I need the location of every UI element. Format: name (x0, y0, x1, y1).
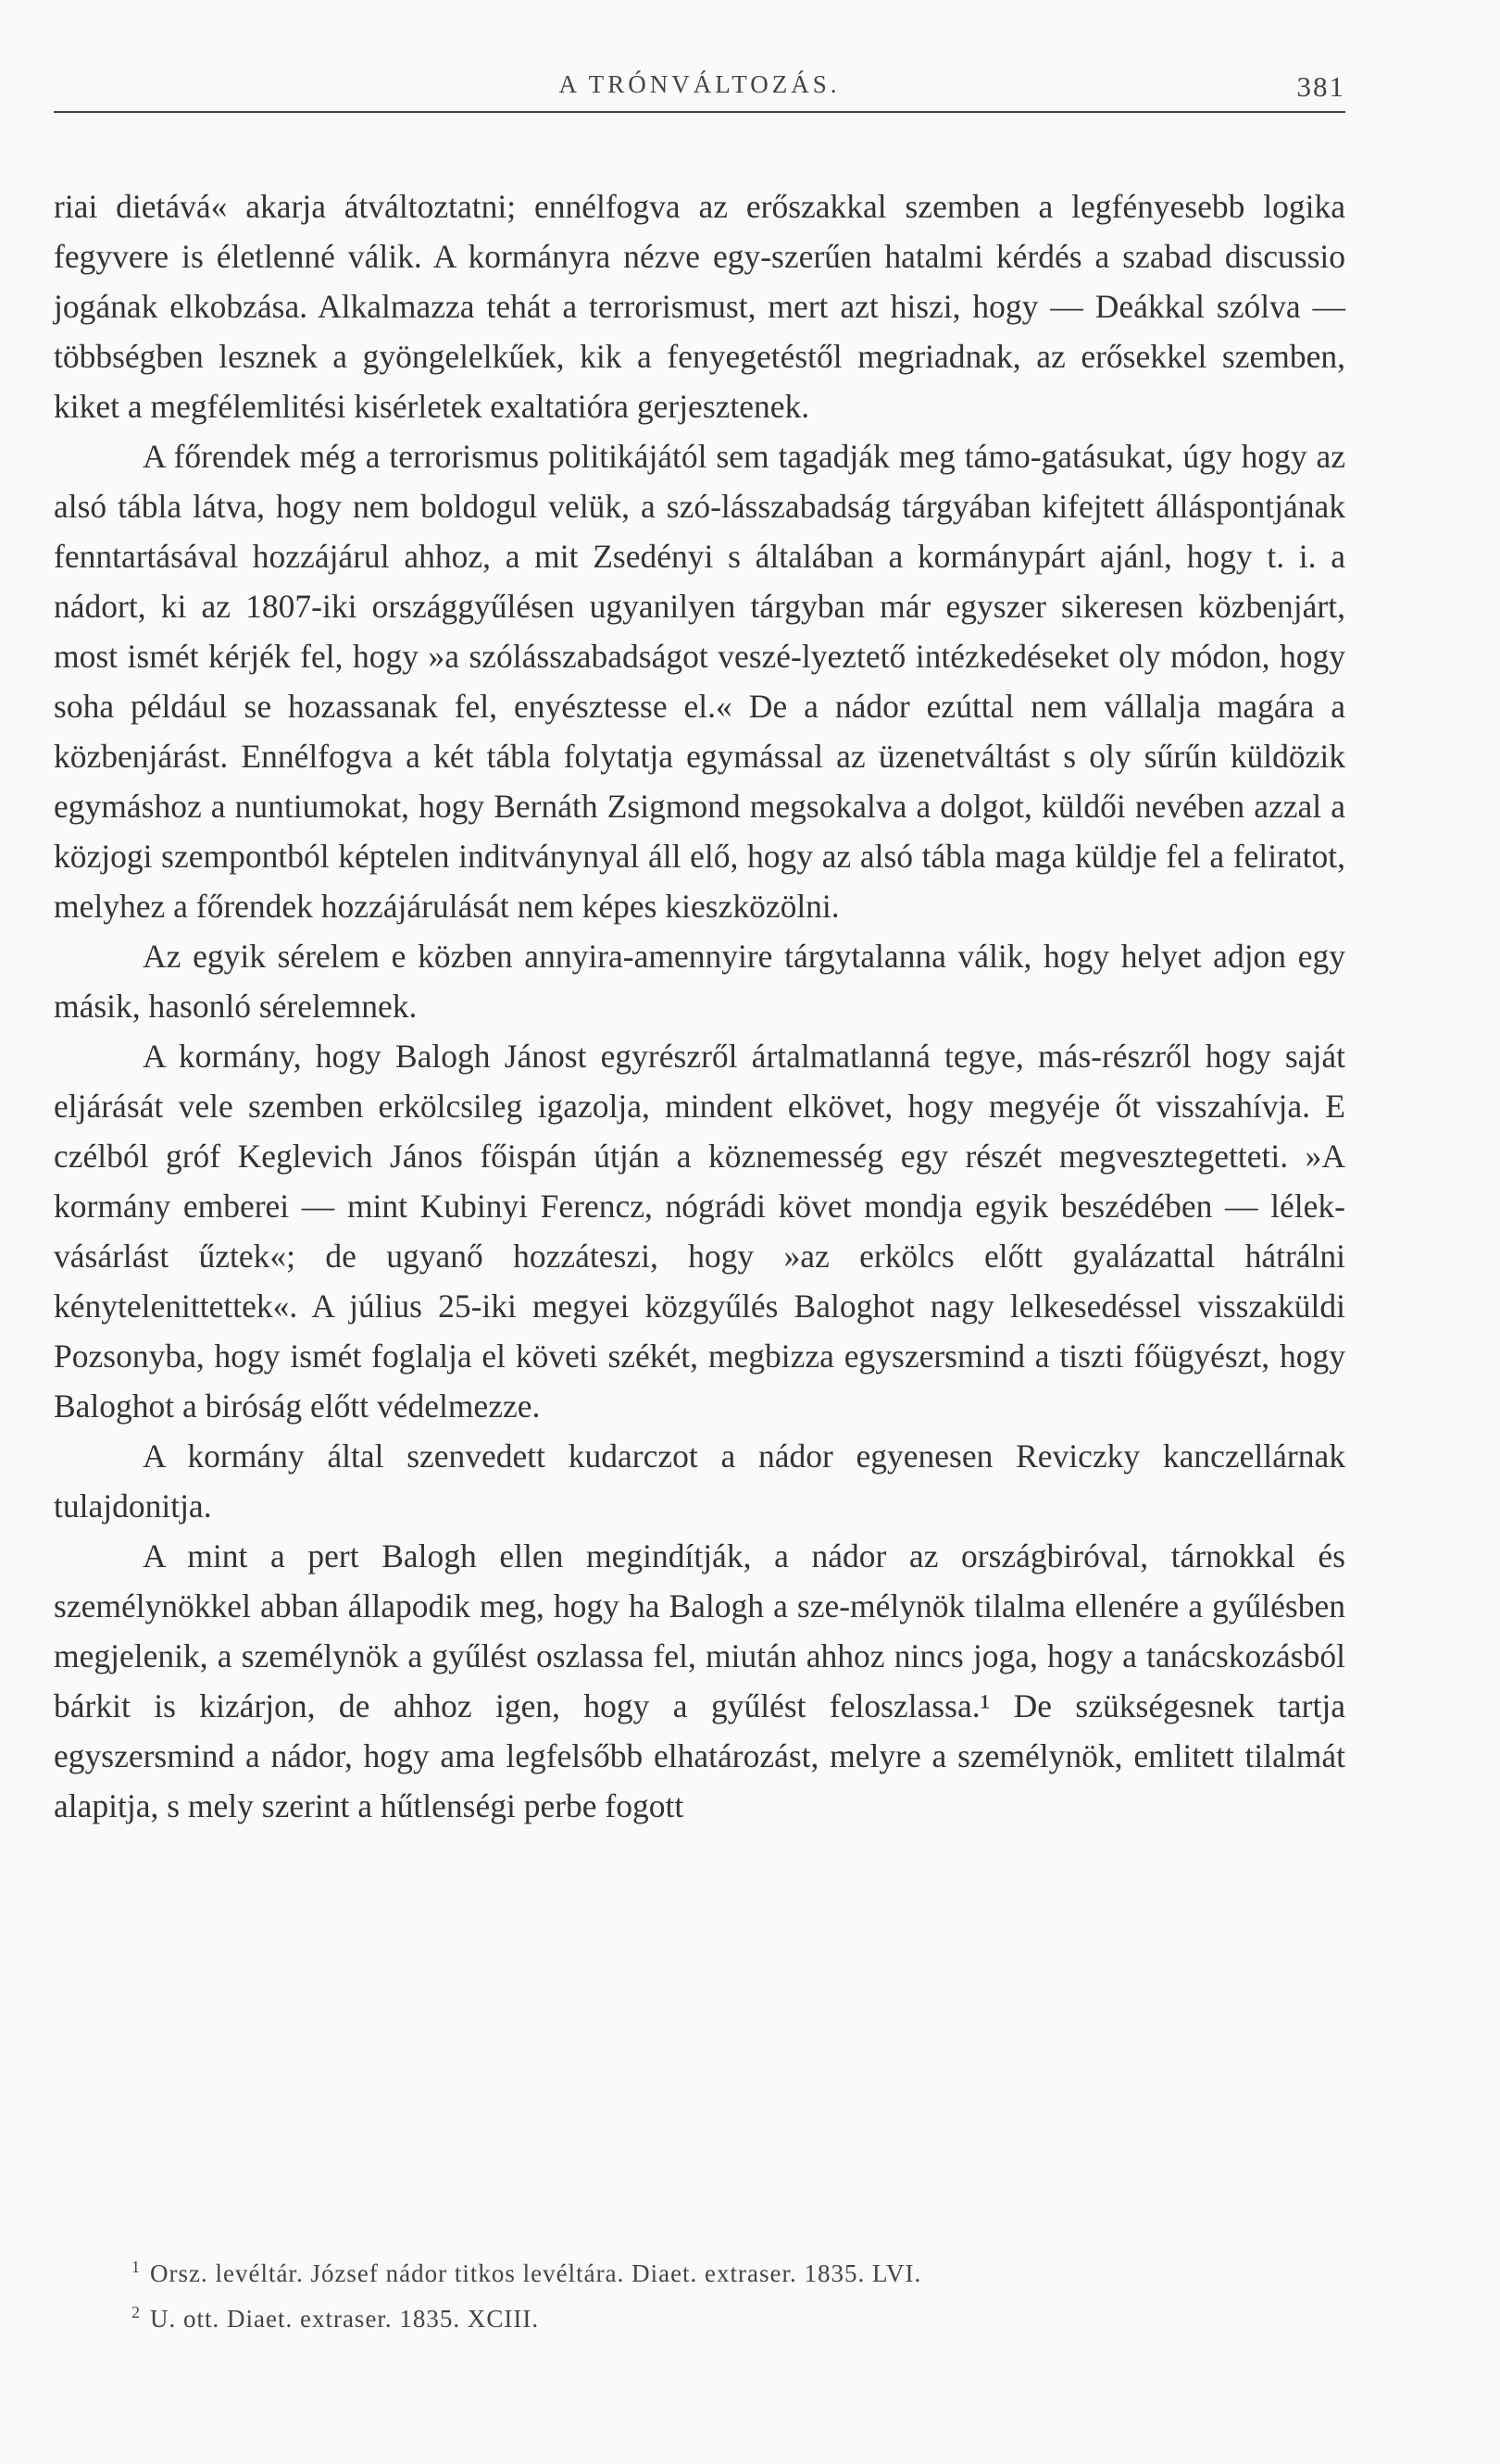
paragraph: A kormány, hogy Balogh Jánost egyrészről ártalmatlanná tegye, más-részről hogy saját eljárását vele szemben erkölcsileg igazolja, mindent elkövet, hogy megyéje őt visszahívja. E czélból gróf Keglevich János főispán útján a köznemesség egy részét megvesztegetteti. »A kormány emberei — mint Kubinyi Ferencz, nógrádi követ mondja egyik beszédében — lélek-vásárlást űztek«; de ugyanő hozzáteszi, hogy »az erkölcs előtt gyalázattal hátrálni kénytelenittettek«. A július 25-iki megyei közgyűlés Baloghot nagy lelkesedéssel visszaküldi Pozsonyba, hogy ismét foglalja el követi székét, megbizza egyszersmind a tiszti főügyészt, hogy Baloghot a biróság előtt védelmezze. (54, 1038, 1345, 1425)
page-header (54, 54, 1345, 113)
paragraph: A mint a pert Balogh ellen megindítják, a nádor az országbiróval, tárnokkal és személynökkel abban állapodik meg, hogy ha Balogh a sze-mélynök tilalma ellenére a gyűlésben megjelenik, a személynök a gyűlést oszlassa fel, miután ahhoz nincs joga, hogy a tanácskozásból bárkit is kizárjon, de ahhoz igen, hogy a gyűlést feloszlassa.¹ De szükségesnek tartja egyszersmind a nádor, hogy ama legfelsőbb elhatározást, melyre a személynök, emlitett tilalmát alapitja, s mely szerint a hűtlenségi perbe fogott (54, 1537, 1345, 1824)
footnote-mark: 2 (131, 2303, 141, 2321)
paragraph: Az egyik sérelem e közben annyira-amennyire tárgytalanna válik, hogy helyet adjon egy másik, hasonló sérelemnek. (54, 938, 1345, 1025)
running-title: A TRÓNVÁLTOZÁS. (558, 70, 841, 98)
footnote-text: Orsz. levéltár. József nádor titkos levéltára. Diaet. extraser. 1835. LVI. (150, 2259, 922, 2287)
footnotes (131, 2247, 1335, 2338)
footnote (131, 2293, 1335, 2338)
paragraph: A kormány által szenvedett kudarczot a nádor egyenesen Reviczky kanczellárnak tulajdonitja. (54, 1437, 1345, 1524)
body-text (54, 181, 1345, 1831)
paragraph: riai dietává« akarja átváltoztatni; ennélfogva az erőszakkal szemben a legfényesebb logika fegyvere is életlenné válik. A kormányra nézve egy-szerűen hatalmi kérdés a szabad discussio jogának elkobzása. Alkalmazza tehát a terrorismust, mert azt hiszi, hogy — Deákkal szólva — többségben lesznek a gyöngelelkűek, kik a fenyegetéstől megriadnak, az erősekkel szemben, kiket a megfélemlitési kisérletek exaltatióra gerjesztenek. (54, 188, 1345, 425)
page-number: 381 (1296, 70, 1345, 103)
footnote-mark: 1 (131, 2258, 141, 2276)
paragraph: A főrendek még a terrorismus politikájától sem tagadják meg támo-gatásukat, úgy hogy az alsó tábla látva, hogy nem boldogul velük, a szó-lásszabadság tárgyában kifejtett álláspontjának fenntartásával hozzájárul ahhoz, a mit Zsedényi s általában a kormánypárt ajánl, hogy t. i. a nádort, ki az 1807-iki országgyűlésen ugyanilyen tárgyban már egyszer sikeresen közbenjárt, most ismét kérjék fel, hogy »a szólásszabadságot veszé-lyeztető intézkedéseket oly módon, hogy soha például se hozassanak fel, enyésztesse el.« De a nádor ezúttal nem vállalja magára a közbenjárást. Ennélfogva a két tábla folytatja egymással az üzenetváltást s oly sűrűn küldözik egymáshoz a nuntiumokat, hogy Bernáth Zsigmond megsokalva a dolgot, küldői nevében azzal a közjogi szempontból képtelen inditványnyal áll elő, hogy az alsó tábla maga küldje fel a feliratot, melyhez a főrendek hozzájárulását nem képes kieszközölni. (54, 438, 1345, 925)
footnote (131, 2247, 1335, 2293)
footnote-text: U. ott. Diaet. extraser. 1835. XCIII. (150, 2305, 540, 2333)
